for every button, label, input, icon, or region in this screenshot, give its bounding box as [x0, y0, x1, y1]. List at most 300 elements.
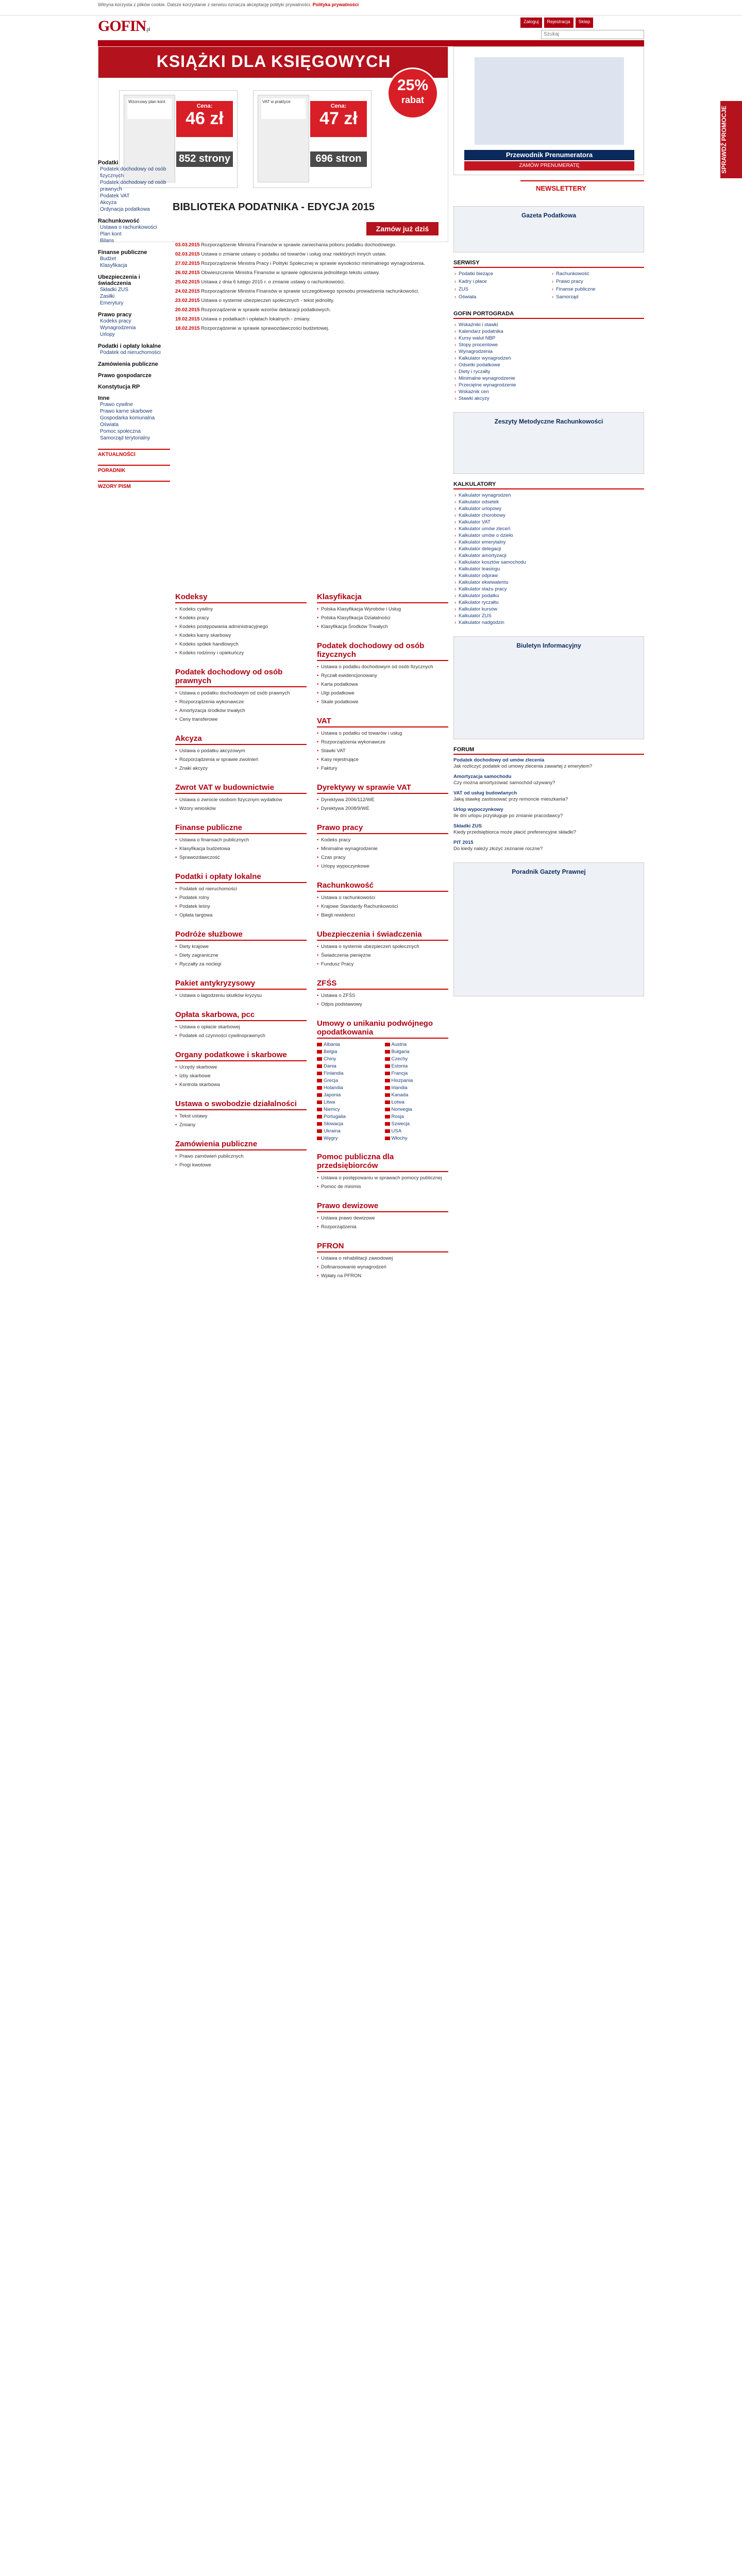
act-link[interactable]: • Wpłaty na PFRON: [317, 1273, 448, 1279]
block-title[interactable]: Ustawa o swobodzie działalności: [175, 1099, 307, 1110]
flag-icon: [317, 1079, 322, 1082]
act-link[interactable]: • Karta podatkowa: [317, 682, 448, 688]
flag-icon: [317, 1057, 322, 1061]
country-link[interactable]: Dania: [317, 1063, 381, 1069]
forum-question[interactable]: Urlop wypoczynkowy: [453, 807, 503, 812]
calculators-block: [453, 481, 644, 626]
sidebar-link[interactable]: › Stawki akcyzy: [453, 395, 644, 402]
news-text[interactable]: Rozporządzenie w sprawie wzorów deklaracji podatkowych.: [201, 307, 331, 313]
sidebar-link[interactable]: › Kalkulator odpraw: [453, 572, 644, 579]
forum-post[interactable]: [453, 790, 644, 803]
book-cover: Wzorcowy plan kont: [124, 95, 175, 182]
country-link[interactable]: Estonia: [385, 1063, 449, 1069]
book-pages: 852 strony: [176, 151, 233, 167]
block-title[interactable]: Kodeksy: [175, 592, 307, 603]
act-link[interactable]: • Minimalne wynagrodzenie: [317, 846, 448, 852]
flag-icon: [317, 1129, 322, 1133]
flag-icon: [385, 1057, 390, 1061]
act-link[interactable]: • Stawki VAT: [317, 748, 448, 754]
newsletter-link[interactable]: NEWSLETTERY: [520, 180, 644, 201]
legal-acts-columns: [175, 592, 448, 2576]
block-title[interactable]: Klasyfikacja: [317, 592, 448, 603]
act-link[interactable]: • Rozporządzenia wykonawcze: [317, 739, 448, 745]
sidebar-item[interactable]: Samorząd terytorialny: [100, 435, 150, 441]
block-title[interactable]: Dyrektywy w sprawie VAT: [317, 783, 448, 794]
country-link[interactable]: Holandia: [317, 1085, 381, 1091]
block-title: GOFIN PORTOGRADA: [453, 311, 644, 319]
act-link[interactable]: • Podatek od nieruchomości: [175, 886, 307, 892]
country-link[interactable]: Kanada: [385, 1092, 449, 1098]
subscription-ad[interactable]: [453, 46, 644, 175]
sidebar-section-title[interactable]: Ubezpieczenia i świadczenia: [98, 274, 140, 286]
sidebar-link[interactable]: › Kalkulator urlopowy: [453, 505, 644, 512]
act-link[interactable]: • Kodeks cywilny: [175, 606, 307, 613]
act-link[interactable]: • Fundusz Pracy: [317, 961, 448, 968]
sidebar-item[interactable]: Składki ZUS: [100, 287, 129, 293]
site-logo[interactable]: GOFIN.pl: [98, 18, 143, 36]
flag-icon: [317, 1093, 322, 1097]
ad-box[interactable]: Gazeta Podatkowa: [453, 206, 644, 252]
forum-post[interactable]: [453, 807, 644, 819]
act-link[interactable]: • Ustawa o postępowaniu w sprawach pomocy publicznej: [317, 1175, 448, 1181]
news-text[interactable]: Ustawa o zmianie ustawy o podatku od towarów i usług oraz niektórych innych ustaw.: [201, 251, 386, 257]
act-link[interactable]: • Ustawa o łagodzeniu skutków kryzysu: [175, 993, 307, 999]
act-link[interactable]: • Ryczałty za noclegi: [175, 961, 307, 968]
news-entry[interactable]: [175, 261, 448, 267]
sidebar-item[interactable]: Plan kont: [100, 231, 122, 237]
news-text[interactable]: Ustawa z dnia 6 lutego 2015 r. o zmianie ustawy o rachunkowości.: [201, 279, 345, 285]
flag-icon: [385, 1050, 390, 1054]
act-link[interactable]: • Amortyzacja środków trwałych: [175, 708, 307, 714]
news-entry[interactable]: [175, 270, 448, 276]
sidebar-link[interactable]: › Prawo pracy: [551, 278, 644, 285]
act-link[interactable]: • Diety zagraniczne: [175, 953, 307, 959]
block-title[interactable]: Finanse publiczne: [175, 823, 307, 834]
sidebar-item[interactable]: Prawo karne skarbowe: [100, 409, 153, 414]
sidebar-link[interactable]: › Kalkulator kosztów samochodu: [453, 559, 644, 566]
forum-excerpt: Czy można amortyzować samochód używany?: [453, 780, 555, 786]
act-link[interactable]: • Ustawa o podatku akcyzowym: [175, 748, 307, 754]
country-link[interactable]: Czechy: [385, 1056, 449, 1062]
country-link[interactable]: Szwecja: [385, 1121, 449, 1127]
block-title[interactable]: Podatek dochodowy od osób fizycznych: [317, 641, 448, 661]
book-price: Cena: 46 zł: [176, 101, 233, 137]
act-link[interactable]: • Skale podatkowe: [317, 699, 448, 705]
act-link[interactable]: • Urlopy wypoczynkowe: [317, 863, 448, 870]
forum-question[interactable]: Amortyzacja samochodu: [453, 774, 512, 779]
block-title[interactable]: Organy podatkowe i skarbowe: [175, 1050, 307, 1061]
sidebar-link[interactable]: › Kalendarz podatnika: [453, 328, 644, 335]
act-link[interactable]: • Podatek rolny: [175, 895, 307, 901]
act-link[interactable]: • Dyrektywa 2006/112/WE: [317, 797, 448, 803]
block-title[interactable]: Opłata skarbowa, pcc: [175, 1010, 307, 1021]
news-text[interactable]: Rozporządzenie Ministra Finansów w sprawie szczegółowego sposobu prowadzenia rachunkowości.: [201, 289, 419, 294]
sidebar-section-title[interactable]: Prawo gospodarcze: [98, 372, 151, 379]
block-title[interactable]: Akcyza: [175, 734, 307, 745]
acts-block: [175, 979, 307, 999]
sidebar-link[interactable]: › Kalkulator wynagrodzeń: [453, 355, 644, 362]
block-title[interactable]: VAT: [317, 717, 448, 727]
country-link[interactable]: Litwa: [317, 1099, 381, 1105]
act-link[interactable]: • Rozporządzenia: [317, 1224, 448, 1230]
act-link[interactable]: • Kodeks karny skarbowy: [175, 633, 307, 639]
nav-shop[interactable]: Sklep: [576, 18, 594, 28]
act-link[interactable]: • Ulgi podatkowe: [317, 690, 448, 697]
sidebar-link[interactable]: › Rachunkowość: [551, 270, 644, 277]
act-link[interactable]: • Prawo zamówień publicznych: [175, 1154, 307, 1160]
act-link[interactable]: • Klasyfikacja Środków Trwałych: [317, 624, 448, 630]
sidebar-link[interactable]: › Kalkulator ekwiwalentu: [453, 579, 644, 586]
sidebar-link[interactable]: › Wynagrodzenia: [453, 348, 644, 355]
ad-box[interactable]: Poradnik Gazety Prawnej: [453, 862, 644, 996]
act-link[interactable]: • Opłata targowa: [175, 912, 307, 919]
act-link[interactable]: • Ustawa o zwrocie osobom fizycznym wydatków: [175, 797, 307, 803]
country-link[interactable]: Norwegia: [385, 1107, 449, 1112]
sidebar-link[interactable]: › Kalkulator odsetek: [453, 499, 644, 505]
sidebar-link[interactable]: › Odsetki podatkowe: [453, 362, 644, 368]
forum-question[interactable]: VAT od usług budowlanych: [453, 790, 517, 796]
act-link[interactable]: • Świadczenia pieniężne: [317, 953, 448, 959]
act-link[interactable]: • Ustawa o podatku od towarów i usług: [317, 731, 448, 737]
sidebar-item[interactable]: Gospodarka komunalna: [100, 415, 155, 421]
sidebar-item[interactable]: Budżet: [100, 256, 116, 262]
sidebar-section-title[interactable]: Finanse publiczne: [98, 249, 147, 256]
sidebar-item[interactable]: Podatek od nieruchomości: [100, 350, 161, 355]
ad-box[interactable]: Biuletyn Informacyjny: [453, 636, 644, 739]
forum-post[interactable]: [453, 757, 644, 770]
acts-block: [175, 872, 307, 919]
acts-block: [317, 823, 448, 870]
sidebar-link[interactable]: › Kalkulator chorobowy: [453, 512, 644, 519]
sidebar-section-title[interactable]: Zamówienia publiczne: [98, 361, 158, 367]
act-link[interactable]: • Ustawa o finansach publicznych: [175, 837, 307, 843]
sidebar-section-title[interactable]: Podatki i opłaty lokalne: [98, 343, 161, 349]
sidebar-item[interactable]: Ustawa o rachunkowości: [100, 225, 157, 230]
news-text[interactable]: Rozporządzenie Ministra Finansów w sprawie zaniechania poboru podatku dochodowego.: [201, 242, 397, 248]
sidebar-section-title[interactable]: Prawo pracy: [98, 312, 132, 318]
cookie-link[interactable]: Polityka prywatności: [312, 2, 359, 7]
act-link[interactable]: • Wzory wniosków: [175, 806, 307, 812]
acts-block: [317, 1019, 448, 1141]
sidebar-link[interactable]: › Podatki bieżące: [453, 270, 547, 277]
block-title[interactable]: Ubezpieczenia i świadczenia: [317, 930, 448, 941]
sidebar-link[interactable]: › Kalkulator kursów: [453, 606, 644, 613]
sidebar-link[interactable]: › Finanse publiczne: [551, 286, 644, 293]
act-link[interactable]: • Biegli rewidenci: [317, 912, 448, 919]
act-link[interactable]: • Polska Klasyfikacja Wyrobów i Usług: [317, 606, 448, 613]
sidebar-section-title[interactable]: Konstytucja RP: [98, 384, 140, 390]
flag-icon: [385, 1072, 390, 1075]
country-link[interactable]: Ukraina: [317, 1128, 381, 1134]
act-link[interactable]: • Tekst ustawy: [175, 1113, 307, 1120]
nav-register[interactable]: Rejestracja: [544, 18, 574, 28]
act-link[interactable]: • Faktury: [317, 766, 448, 772]
country-link[interactable]: Bułgaria: [385, 1049, 449, 1055]
act-link[interactable]: • Rozporządzenia w sprawie zwolnień: [175, 757, 307, 763]
act-link[interactable]: • Rozporządzenia wykonawcze: [175, 699, 307, 705]
act-link[interactable]: • Zmiany: [175, 1122, 307, 1128]
search-input[interactable]: Szukaj: [541, 30, 644, 39]
block-title[interactable]: Podróże służbowe: [175, 930, 307, 941]
news-entry[interactable]: [175, 316, 448, 323]
forum-post[interactable]: [453, 774, 644, 786]
act-link[interactable]: • Klasyfikacja budżetowa: [175, 846, 307, 852]
sidebar-link[interactable]: › Kalkulator nadgodzin: [453, 619, 644, 626]
ad-title: Przewodnik Prenumeratora: [464, 150, 634, 160]
block-title[interactable]: Pomoc publiczna dla przedsiębiorców: [317, 1153, 448, 1172]
act-link[interactable]: • Kodeks postępowania administracyjnego: [175, 624, 307, 630]
country-link[interactable]: Włochy: [385, 1136, 449, 1141]
block-title: SERWISY: [453, 260, 644, 268]
acts-block: [317, 1153, 448, 1190]
sidebar-link[interactable]: › Kalkulator stażu pracy: [453, 586, 644, 592]
act-link[interactable]: • Ustawa o systemie ubezpieczeń społecznych: [317, 944, 448, 950]
book-offer-2[interactable]: [253, 90, 372, 188]
block-title[interactable]: Pakiet antykryzysowy: [175, 979, 307, 990]
flag-icon: [385, 1100, 390, 1104]
country-link[interactable]: Francja: [385, 1071, 449, 1076]
country-link[interactable]: Hiszpania: [385, 1078, 449, 1083]
act-link[interactable]: • Urzędy skarbowe: [175, 1064, 307, 1071]
acts-block: [317, 783, 448, 812]
forum-excerpt: Kiedy przedsiębiorca może płacić preferencyjne składki?: [453, 829, 577, 835]
sidebar-link[interactable]: › Kalkulator umów zleceń: [453, 526, 644, 532]
act-link[interactable]: • Znaki akcyzy: [175, 766, 307, 772]
sidebar-link[interactable]: › Wskaźniki i stawki: [453, 321, 644, 328]
forum-excerpt: Ile dni urlopu przysługuje po zmianie pracodawcy?: [453, 813, 563, 819]
news-text[interactable]: Obwieszczenie Ministra Finansów w sprawie ogłoszenia jednolitego tekstu ustawy.: [201, 270, 380, 276]
flag-icon: [385, 1064, 390, 1068]
act-link[interactable]: • Kodeks pracy: [317, 837, 448, 843]
flag-icon: [385, 1129, 390, 1133]
block-title[interactable]: PFRON: [317, 1242, 448, 1252]
country-link[interactable]: Japonia: [317, 1092, 381, 1098]
act-link[interactable]: • Ustawa prawo dewizowe: [317, 1215, 448, 1222]
news-entry[interactable]: [175, 279, 448, 285]
act-link[interactable]: • Ustawa o podatku dochodowym od osób fizycznych: [317, 664, 448, 670]
forum-block: [453, 747, 644, 852]
sidebar-item[interactable]: Bilans: [100, 238, 114, 244]
news-date: 02.03.2015: [175, 251, 200, 257]
sidebar-link[interactable]: › Kalkulator wynagrodzeń: [453, 492, 644, 499]
sidebar-item[interactable]: Podatek dochodowy od osób fizycznych: [100, 166, 166, 179]
sidebar-link[interactable]: › Stopy procentowe: [453, 342, 644, 348]
news-entry[interactable]: [175, 326, 448, 332]
ad-cta[interactable]: ZAMÓW PRENUMERATĘ: [464, 161, 634, 171]
act-link[interactable]: • Pomoc de minimis: [317, 1184, 448, 1190]
sidebar-link[interactable]: › Kalkulator amortyzacji: [453, 552, 644, 559]
act-link[interactable]: • Kodeks spółek handlowych: [175, 641, 307, 648]
sidebar-section-title[interactable]: Inne: [98, 395, 110, 401]
nav-login[interactable]: Zaloguj: [520, 18, 542, 28]
sidebar-section-title[interactable]: Rachunkowość: [98, 218, 140, 224]
act-link[interactable]: • Podatek od czynności cywilnoprawnych: [175, 1033, 307, 1039]
act-link[interactable]: • Dofinansowanie wynagrodzeń: [317, 1264, 448, 1270]
block-title[interactable]: Zamówienia publiczne: [175, 1140, 307, 1150]
sidebar-item[interactable]: Zasiłki: [100, 294, 115, 299]
country-link[interactable]: Belgia: [317, 1049, 381, 1055]
act-link[interactable]: • Sprawozdawczość: [175, 855, 307, 861]
sidebar-box: [98, 481, 170, 489]
act-link[interactable]: • Ceny transferowe: [175, 717, 307, 723]
sidebar-link[interactable]: › Kalkulator umów o dzieło: [453, 532, 644, 539]
country-link[interactable]: Słowacja: [317, 1121, 381, 1127]
act-link[interactable]: • Ustawa o opłacie skarbowej: [175, 1024, 307, 1030]
country-link[interactable]: Portugalia: [317, 1114, 381, 1120]
sidebar-link[interactable]: › Przeciętne wynagrodzenie: [453, 382, 644, 388]
news-entry[interactable]: [175, 289, 448, 295]
sidebar-item[interactable]: Urlopy: [100, 332, 115, 337]
sidebar-section-title[interactable]: Podatki: [98, 160, 119, 166]
site-header: [98, 15, 644, 46]
sidebar-link[interactable]: › Kadry i płace: [453, 278, 547, 285]
sidebar-item[interactable]: Prawo cywilne: [100, 402, 133, 408]
forum-question[interactable]: PIT 2015: [453, 840, 474, 845]
country-link[interactable]: USA: [385, 1128, 449, 1134]
country-link[interactable]: Irlandia: [385, 1085, 449, 1091]
sidebar-link[interactable]: › Wskaźnik cen: [453, 388, 644, 395]
sidebar-box: [98, 449, 170, 457]
country-link[interactable]: Austria: [385, 1042, 449, 1047]
sidebar-item[interactable]: Podatek dochodowy od osób prawnych: [100, 180, 166, 192]
country-link[interactable]: Finlandia: [317, 1071, 381, 1076]
country-list: [317, 1042, 448, 1141]
sidebar-link[interactable]: › Diety i ryczałty: [453, 368, 644, 375]
link-list: [453, 270, 644, 300]
act-link[interactable]: • Ustawa o podatku dochodowym od osób prawnych: [175, 690, 307, 697]
act-link[interactable]: • Podatek leśny: [175, 904, 307, 910]
act-link[interactable]: • Ustawa o rachunkowości: [317, 895, 448, 901]
block-title[interactable]: Umowy o unikaniu podwójnego opodatkowania: [317, 1019, 448, 1039]
block-title[interactable]: Prawo dewizowe: [317, 1201, 448, 1212]
act-link[interactable]: • Kasy rejestrujące: [317, 757, 448, 763]
news-date: 19.02.2015: [175, 316, 200, 322]
sidebar-item[interactable]: Kodeks pracy: [100, 318, 131, 324]
act-link[interactable]: • Ustawa o ZFŚS: [317, 993, 448, 999]
acts-block: [175, 592, 307, 656]
forum-excerpt: Do kiedy należy złożyć zeznanie roczne?: [453, 846, 543, 852]
country-link[interactable]: Węgry: [317, 1136, 381, 1141]
news-text[interactable]: Rozporządzenie w sprawie sprawozdawczości budżetowej.: [201, 326, 329, 331]
order-button[interactable]: Zamów już dziś: [366, 222, 439, 235]
forum-question[interactable]: Podatek dochodowy od umów zlecenia: [453, 757, 545, 763]
country-link[interactable]: Chiny: [317, 1056, 381, 1062]
flag-icon: [385, 1086, 390, 1090]
sidebar-link[interactable]: › Minimalne wynagrodzenie: [453, 375, 644, 382]
sidebar-item[interactable]: Oświata: [100, 422, 119, 428]
block-title[interactable]: ZFŚS: [317, 979, 448, 990]
sidebar-link[interactable]: › Kalkulator ZUS: [453, 613, 644, 619]
news-entry[interactable]: [175, 251, 448, 258]
forum-question[interactable]: Składki ZUS: [453, 823, 482, 829]
sidebar-link[interactable]: › ZUS: [453, 286, 547, 293]
country-link[interactable]: Grecja: [317, 1078, 381, 1083]
block-title: KALKULATORY: [453, 481, 644, 489]
sidebar-item[interactable]: Pomoc społeczna: [100, 429, 141, 434]
act-link[interactable]: • Izby skarbowe: [175, 1073, 307, 1079]
block-title[interactable]: Rachunkowość: [317, 881, 448, 892]
act-link[interactable]: • Diety krajowe: [175, 944, 307, 950]
act-link[interactable]: • Dyrektywa 2008/9/WE: [317, 806, 448, 812]
sidebar-item[interactable]: Klasyfikacja: [100, 263, 127, 268]
sidebar-link[interactable]: › Samorząd: [551, 294, 644, 300]
side-promo-tab[interactable]: SPRAWDŹ PROMOCJE: [720, 101, 742, 178]
acts-block: [175, 823, 307, 861]
act-link[interactable]: • Krajowe Standardy Rachunkowości: [317, 904, 448, 910]
sidebar-item[interactable]: Ordynacja podatkowa: [100, 207, 150, 212]
sidebar-link[interactable]: › Kursy walut NBP: [453, 335, 644, 342]
sidebar-item[interactable]: Podatek VAT: [100, 193, 130, 199]
sidebar-item[interactable]: Akcyza: [100, 200, 117, 206]
acts-block: [175, 1010, 307, 1039]
flag-icon: [317, 1043, 322, 1046]
act-link[interactable]: • Kodeks pracy: [175, 615, 307, 621]
news-date: 25.02.2015: [175, 279, 200, 285]
sidebar-link[interactable]: › Kalkulator emerytalny: [453, 539, 644, 546]
acts-block: [175, 734, 307, 772]
news-text[interactable]: Ustawa o podatkach i opłatach lokalnych - zmiany.: [201, 316, 311, 322]
acts-block: [317, 1242, 448, 1279]
ad-title: KSIĄŻKI DLA KSIĘGOWYCH: [98, 47, 448, 78]
news-text[interactable]: Ustawa o systemie ubezpieczeń społecznych - tekst jednolity.: [201, 298, 334, 303]
flag-icon: [385, 1093, 390, 1097]
block-title[interactable]: Podatki i opłaty lokalne: [175, 872, 307, 883]
ad-image: [475, 57, 624, 145]
acts-block: [317, 881, 448, 919]
act-link[interactable]: • Kodeks rodzinny i opiekuńczy: [175, 650, 307, 656]
act-link[interactable]: • Kontrola skarbowa: [175, 1082, 307, 1088]
sidebar-link[interactable]: › Kalkulator ryczałtu: [453, 599, 644, 606]
news-entry[interactable]: [175, 298, 448, 304]
sidebar-item[interactable]: Emerytury: [100, 300, 124, 306]
country-link[interactable]: Albania: [317, 1042, 381, 1047]
book-pages: 696 stron: [310, 151, 367, 167]
block-title[interactable]: Zwrot VAT w budownictwie: [175, 783, 307, 794]
forum-excerpt: Jaką stawkę zastosować przy remoncie mieszkania?: [453, 796, 568, 802]
news-entry[interactable]: [175, 242, 448, 248]
country-link[interactable]: Niemcy: [317, 1107, 381, 1112]
acts-block: [175, 930, 307, 968]
block-title[interactable]: Prawo pracy: [317, 823, 448, 834]
country-link[interactable]: Rosja: [385, 1114, 449, 1120]
sidebar-item[interactable]: Wynagrodzenia: [100, 325, 136, 331]
act-link[interactable]: • Ustawa o rehabilitacji zawodowej: [317, 1256, 448, 1262]
sidebar-link[interactable]: › Kalkulator VAT: [453, 519, 644, 526]
news-text[interactable]: Rozporządzenie Ministra Pracy i Polityki Społecznej w sprawie wysokości minimalnego wynagrodzenia.: [201, 261, 425, 266]
forum-post[interactable]: [453, 840, 644, 852]
block-title[interactable]: Podatek dochodowy od osób prawnych: [175, 668, 307, 687]
flag-icon: [317, 1086, 322, 1090]
country-link[interactable]: Łotwa: [385, 1099, 449, 1105]
act-link[interactable]: • Ryczałt ewidencjonowany: [317, 673, 448, 679]
flag-icon: [385, 1079, 390, 1082]
acts-block: [317, 641, 448, 705]
news-date: 24.02.2015: [175, 289, 200, 294]
sidebar-link[interactable]: › Oświata: [453, 294, 547, 300]
flag-icon: [385, 1115, 390, 1118]
act-link[interactable]: • Polska Klasyfikacja Działalności: [317, 615, 448, 621]
act-link[interactable]: • Czas pracy: [317, 855, 448, 861]
sidebar-link[interactable]: › Kalkulator leasingu: [453, 566, 644, 572]
news-entry[interactable]: [175, 307, 448, 313]
ad-box[interactable]: Zeszyty Metodyczne Rachunkowości: [453, 412, 644, 474]
sidebar-link[interactable]: › Kalkulator delegacji: [453, 546, 644, 552]
acts-block: [317, 979, 448, 1008]
forum-post[interactable]: [453, 823, 644, 836]
act-link[interactable]: • Progi kwotowe: [175, 1162, 307, 1168]
act-link[interactable]: • Odpis podstawowy: [317, 1002, 448, 1008]
sidebar-link[interactable]: › Kalkulator podatku: [453, 592, 644, 599]
